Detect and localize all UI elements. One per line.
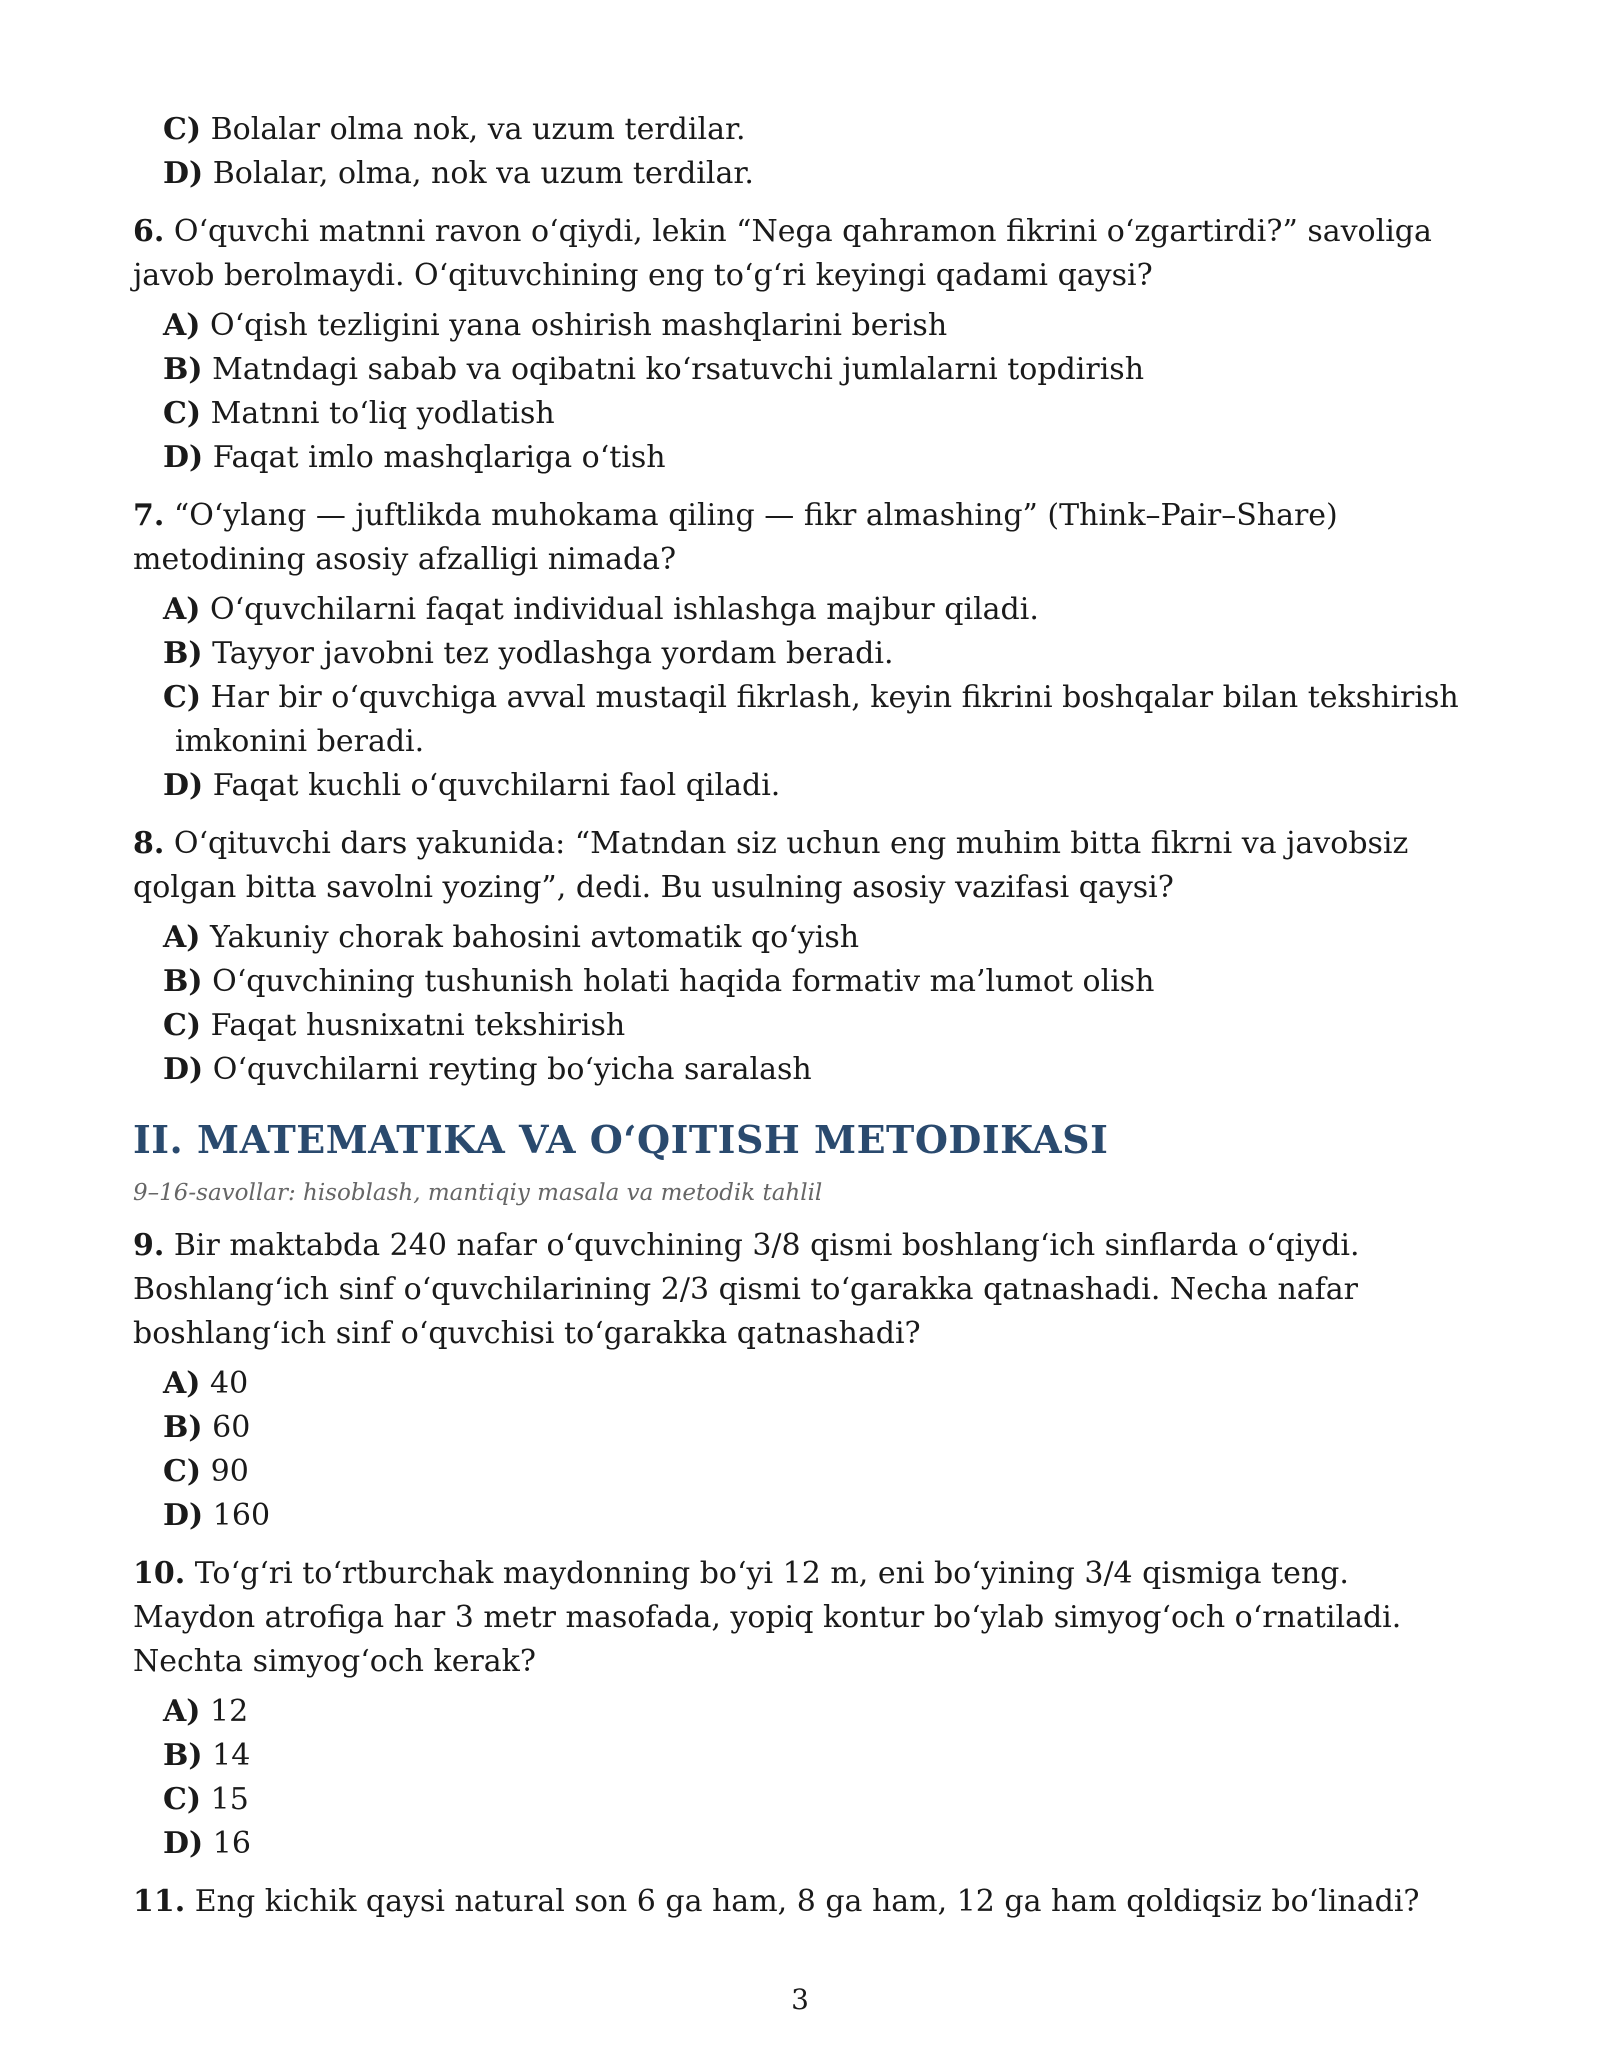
option-text: O‘qish tezligini yana oshirish mashqlarini berish: [210, 308, 948, 343]
question-6: [133, 210, 1473, 298]
option-c: [163, 1778, 1473, 1822]
option-text: 16: [212, 1826, 251, 1861]
section-title: II. MATEMATIKA VA O‘QITISH METODIKASI: [133, 1117, 1109, 1162]
question-number: 10.: [133, 1556, 186, 1591]
option-letter: B): [163, 1410, 203, 1445]
option-text: 160: [212, 1498, 271, 1533]
option-letter: A): [163, 1694, 201, 1729]
question-text: O‘qituvchi dars yakunida: “Matndan siz uchun eng muhim bitta fikrni va javobsiz qolgan bitta savolni yozing”, dedi. Bu usulning asosiy vazifasi qaysi?: [133, 826, 1409, 905]
option-letter: D): [163, 156, 204, 191]
question-9: [133, 1224, 1473, 1356]
option-letter: D): [163, 1826, 204, 1861]
option-text: Matndagi sabab va oqibatni ko‘rsatuvchi jumlalarni topdirish: [212, 352, 1145, 387]
option-text: Faqat husnixatni tekshirish: [210, 1008, 626, 1043]
prev-question-options: [163, 108, 1473, 196]
option-text: 90: [210, 1454, 249, 1489]
question-number: 7.: [133, 498, 165, 533]
option-letter: B): [163, 1738, 203, 1773]
option-d: [163, 1494, 1473, 1538]
option-a: [163, 1362, 1473, 1406]
option-letter: C): [163, 1454, 202, 1489]
page-number: 3: [791, 1983, 809, 2016]
option-letter: C): [163, 396, 202, 431]
option-letter: D): [163, 440, 204, 475]
option-letter: C): [163, 680, 202, 715]
question-6-options: [163, 304, 1473, 480]
option-text: O‘quvchilarni reyting bo‘yicha saralash: [212, 1052, 812, 1087]
option-letter: A): [163, 920, 201, 955]
option-letter: C): [163, 1008, 202, 1043]
option-text: Tayyor javobni tez yodlashga yordam beradi.: [212, 636, 894, 671]
question-7-options: [163, 588, 1473, 808]
option-b: [163, 960, 1473, 1004]
option-text: 40: [210, 1366, 249, 1401]
option-b: [163, 632, 1473, 676]
question-number: 9.: [133, 1228, 165, 1263]
option-text: Matnni to‘liq yodlatish: [210, 396, 555, 431]
option-a: [163, 304, 1473, 348]
question-text: To‘g‘ri to‘rtburchak maydonning bo‘yi 12 m, eni bo‘yining 3/4 qismiga teng. Maydon atrofiga har 3 metr masofada, yopiq kontur bo‘ylab simyog‘och o‘rnatiladi. Nechta simyog‘och kerak?: [133, 1556, 1402, 1679]
question-7: [133, 494, 1473, 582]
question-8-options: [163, 916, 1473, 1092]
option-letter: D): [163, 1052, 204, 1087]
option-d: [163, 436, 1473, 480]
option-c: [163, 676, 1473, 720]
option-b: [163, 348, 1473, 392]
option-text: Har bir o‘quvchiga avval mustaqil fikrlash, keyin fikrini boshqalar bilan tekshirish: [210, 680, 1459, 715]
question-text: “O‘ylang — juftlikda muhokama qiling — fikr almashing” (Think–Pair–Share) metodining asosiy afzalligi nimada?: [133, 498, 1338, 577]
option-c: [163, 108, 1473, 152]
question-text: Eng kichik qaysi natural son 6 ga ham, 8 ga ham, 12 ga ham qoldiqsiz bo‘linadi?: [194, 1884, 1420, 1919]
option-text: 12: [210, 1694, 249, 1729]
option-letter: C): [163, 112, 202, 147]
option-c: [163, 1004, 1473, 1048]
option-text: O‘quvchining tushunish holati haqida formativ ma’lumot olish: [212, 964, 1155, 999]
option-c-continuation: imkonini beradi.: [175, 724, 425, 759]
option-letter: B): [163, 352, 203, 387]
option-text: 15: [210, 1782, 249, 1817]
option-d: [163, 152, 1473, 196]
option-a: [163, 588, 1473, 632]
question-10: [133, 1552, 1473, 1684]
option-b: [163, 1406, 1473, 1450]
question-number: 6.: [133, 214, 165, 249]
option-letter: A): [163, 308, 201, 343]
option-letter: C): [163, 1782, 202, 1817]
option-d: [163, 764, 1473, 808]
option-letter: B): [163, 636, 203, 671]
option-d: [163, 1048, 1473, 1092]
question-text: O‘quvchi matnni ravon o‘qiydi, lekin “Nega qahramon fikrini o‘zgartirdi?” savoliga javob berolmaydi. O‘qituvchining eng to‘g‘ri keyingi qadami qaysi?: [133, 214, 1432, 293]
question-9-options: [163, 1362, 1473, 1538]
option-c: [163, 392, 1473, 436]
question-number: 8.: [133, 826, 165, 861]
question-text: Bir maktabda 240 nafar o‘quvchining 3/8 qismi boshlang‘ich sinflarda o‘qiydi. Boshlang‘ich sinf o‘quvchilarining 2/3 qismi to‘garakka qatnashadi. Necha nafar boshlang‘ich sinf o‘quvchisi to‘garakka qatnashadi?: [133, 1228, 1360, 1351]
option-text: Bolalar, olma, nok va uzum terdilar.: [212, 156, 754, 191]
page-content: [133, 108, 1473, 1930]
option-a: [163, 1690, 1473, 1734]
option-letter: D): [163, 1498, 204, 1533]
option-text: O‘quvchilarni faqat individual ishlashga majbur qiladi.: [210, 592, 1039, 627]
question-number: 11.: [133, 1884, 186, 1919]
option-text: 14: [212, 1738, 251, 1773]
option-c: [163, 1450, 1473, 1494]
option-text: Yakuniy chorak bahosini avtomatik qo‘yish: [210, 920, 860, 955]
option-text: Bolalar olma nok, va uzum terdilar.: [210, 112, 746, 147]
option-letter: A): [163, 592, 201, 627]
option-letter: B): [163, 964, 203, 999]
option-b: [163, 1734, 1473, 1778]
option-text: 60: [212, 1410, 251, 1445]
question-10-options: [163, 1690, 1473, 1866]
option-text: Faqat imlo mashqlariga o‘tish: [212, 440, 666, 475]
question-8: [133, 822, 1473, 910]
question-11: [133, 1880, 1473, 1924]
option-letter: D): [163, 768, 204, 803]
option-letter: A): [163, 1366, 201, 1401]
option-d: [163, 1822, 1473, 1866]
section-subtitle: 9–16-savollar: hisoblash, mantiqiy masala va metodik tahlil: [133, 1180, 823, 1206]
option-a: [163, 916, 1473, 960]
option-text: Faqat kuchli o‘quvchilarni faol qiladi.: [212, 768, 781, 803]
